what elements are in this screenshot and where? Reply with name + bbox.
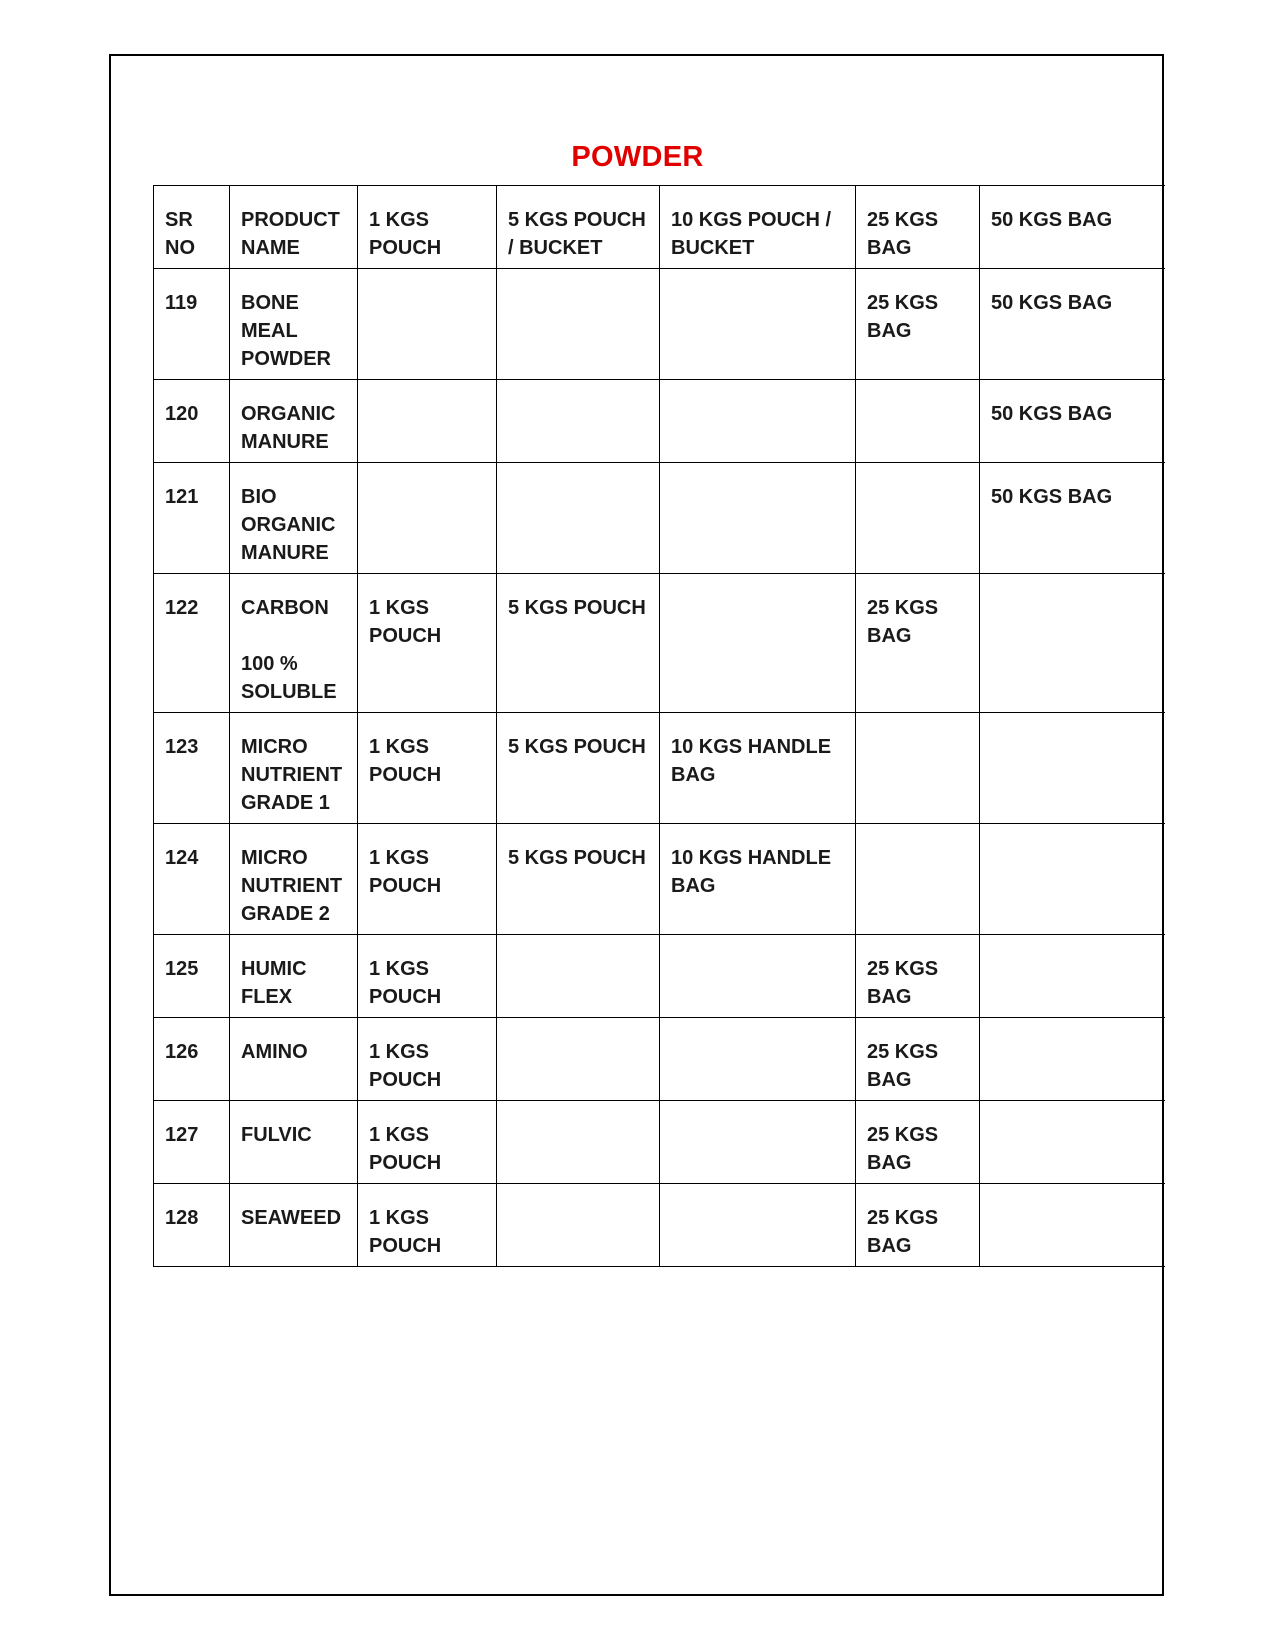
cell-sr-no: 128 (154, 1184, 230, 1267)
cell-product-name: ORGANIC MANURE (230, 380, 358, 463)
cell-25kg: 25 KGS BAG (856, 574, 980, 713)
cell-10kg (660, 574, 856, 713)
page-title: POWDER (571, 141, 704, 173)
cell-product-name: CARBON 100 % SOLUBLE (230, 574, 358, 713)
cell-sr-no: 124 (154, 824, 230, 935)
cell-50kg (980, 574, 1165, 713)
cell-50kg (980, 824, 1165, 935)
cell-50kg: 50 KGS BAG (980, 463, 1165, 574)
cell-1kg: 1 KGS POUCH (358, 935, 497, 1018)
cell-25kg (856, 463, 980, 574)
cell-50kg: 50 KGS BAG (980, 269, 1165, 380)
table-row (154, 1184, 1165, 1267)
cell-sr-no: 125 (154, 935, 230, 1018)
cell-10kg (660, 935, 856, 1018)
cell-sr-no: 120 (154, 380, 230, 463)
cell-1kg: 1 KGS POUCH (358, 713, 497, 824)
cell-sr-no: 123 (154, 713, 230, 824)
table-row (154, 713, 1165, 824)
cell-25kg: 25 KGS BAG (856, 1184, 980, 1267)
cell-5kg (497, 463, 660, 574)
cell-5kg (497, 1018, 660, 1101)
header-1kg: 1 KGS POUCH (358, 186, 497, 269)
product-table (153, 185, 1165, 1267)
cell-product-name: MICRO NUTRIENT GRADE 2 (230, 824, 358, 935)
cell-sr-no: 127 (154, 1101, 230, 1184)
cell-5kg (497, 1184, 660, 1267)
table-row (154, 269, 1165, 380)
cell-25kg: 25 KGS BAG (856, 269, 980, 380)
cell-product-name: SEAWEED (230, 1184, 358, 1267)
cell-25kg (856, 380, 980, 463)
cell-5kg (497, 269, 660, 380)
cell-10kg (660, 463, 856, 574)
header-product-name: PRODUCT NAME (230, 186, 358, 269)
cell-5kg: 5 KGS POUCH (497, 574, 660, 713)
cell-10kg (660, 1101, 856, 1184)
table-row (154, 380, 1165, 463)
cell-product-name: AMINO (230, 1018, 358, 1101)
cell-25kg: 25 KGS BAG (856, 1101, 980, 1184)
cell-5kg (497, 935, 660, 1018)
cell-5kg (497, 380, 660, 463)
cell-50kg: 50 KGS BAG (980, 380, 1165, 463)
header-10kg: 10 KGS POUCH / BUCKET (660, 186, 856, 269)
cell-10kg: 10 KGS HANDLE BAG (660, 824, 856, 935)
cell-25kg (856, 824, 980, 935)
cell-50kg (980, 935, 1165, 1018)
cell-product-name: BONE MEAL POWDER (230, 269, 358, 380)
cell-10kg (660, 1184, 856, 1267)
cell-product-name: HUMIC FLEX (230, 935, 358, 1018)
cell-10kg: 10 KGS HANDLE BAG (660, 713, 856, 824)
cell-50kg (980, 1101, 1165, 1184)
table-row (154, 463, 1165, 574)
cell-1kg: 1 KGS POUCH (358, 1101, 497, 1184)
cell-50kg (980, 713, 1165, 824)
cell-5kg: 5 KGS POUCH (497, 824, 660, 935)
cell-product-name: BIO ORGANIC MANURE (230, 463, 358, 574)
cell-10kg (660, 380, 856, 463)
table-header-row (154, 186, 1165, 269)
cell-1kg: 1 KGS POUCH (358, 824, 497, 935)
cell-product-name: MICRO NUTRIENT GRADE 1 (230, 713, 358, 824)
cell-1kg (358, 269, 497, 380)
cell-1kg: 1 KGS POUCH (358, 574, 497, 713)
table-row (154, 1101, 1165, 1184)
table-row (154, 935, 1165, 1018)
cell-5kg: 5 KGS POUCH (497, 713, 660, 824)
cell-sr-no: 122 (154, 574, 230, 713)
cell-1kg (358, 380, 497, 463)
cell-product-name: FULVIC (230, 1101, 358, 1184)
cell-1kg: 1 KGS POUCH (358, 1018, 497, 1101)
cell-50kg (980, 1184, 1165, 1267)
table-row (154, 1018, 1165, 1101)
cell-sr-no: 121 (154, 463, 230, 574)
table-row (154, 824, 1165, 935)
cell-sr-no: 126 (154, 1018, 230, 1101)
cell-1kg: 1 KGS POUCH (358, 1184, 497, 1267)
cell-sr-no: 119 (154, 269, 230, 380)
cell-25kg: 25 KGS BAG (856, 1018, 980, 1101)
table-row (154, 574, 1165, 713)
header-sr-no: SR NO (154, 186, 230, 269)
header-5kg: 5 KGS POUCH / BUCKET (497, 186, 660, 269)
cell-10kg (660, 1018, 856, 1101)
cell-10kg (660, 269, 856, 380)
cell-25kg (856, 713, 980, 824)
cell-50kg (980, 1018, 1165, 1101)
header-50kg: 50 KGS BAG (980, 186, 1165, 269)
header-25kg: 25 KGS BAG (856, 186, 980, 269)
cell-1kg (358, 463, 497, 574)
cell-5kg (497, 1101, 660, 1184)
cell-25kg: 25 KGS BAG (856, 935, 980, 1018)
